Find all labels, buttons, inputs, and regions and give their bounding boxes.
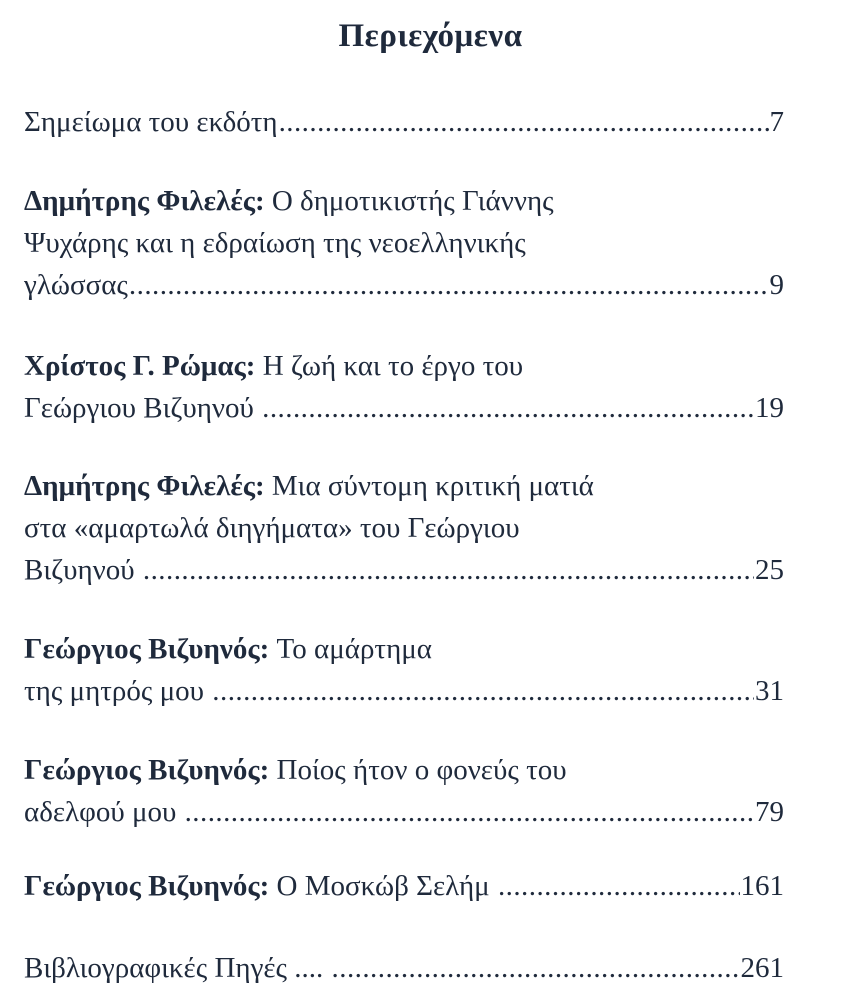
entry-title: Μια σύντομη κριτική ματιά (271, 470, 594, 502)
dot-leader (279, 101, 769, 143)
entry-title: Ποίος ήτον ο φονεύς του (276, 754, 567, 786)
toc-entry-vizyinos-life[interactable] (24, 345, 784, 429)
toc-line (24, 749, 784, 791)
dot-leader (498, 865, 740, 907)
toc-entry-critical-look[interactable] (24, 465, 784, 591)
entry-author: Δημήτρης Φιλελές: (24, 185, 265, 217)
page-number: 161 (740, 870, 784, 902)
page-number: 19 (755, 392, 784, 424)
toc-line (24, 507, 784, 549)
toc-line (24, 465, 784, 507)
page-number: 261 (740, 952, 784, 984)
entry-title: Ο δημοτικιστής Γιάννης (271, 185, 554, 217)
dot-leader (143, 549, 754, 591)
toc-line (24, 345, 784, 387)
entry-title: Το αμάρτημα (276, 633, 432, 665)
toc-line (24, 387, 784, 429)
entry-title-cont: Γεώργιου Βιζυηνού (24, 392, 254, 424)
dot-leader (262, 387, 754, 429)
toc-line (24, 791, 784, 833)
entry-title-cont: αδελφού μου (24, 796, 177, 828)
page-number: 25 (755, 554, 784, 586)
toc-entry-mothers-sin[interactable] (24, 628, 784, 712)
toc-line (24, 101, 784, 143)
page-title: Περιεχόμενα (338, 18, 523, 54)
toc-entry-bibliography[interactable] (24, 947, 784, 989)
entry-title: Ο Μοσκώβ Σελήμ (276, 870, 490, 902)
toc-line (24, 670, 784, 712)
entry-title: Βιβλιογραφικές Πηγές .... (24, 952, 324, 984)
entry-title-cont: στα «αμαρτωλά διηγήματα» του Γεώργιου (24, 512, 520, 544)
toc-entry-brothers-killer[interactable] (24, 749, 784, 833)
toc-entry-psycharis[interactable] (24, 180, 784, 306)
entry-title-cont: γλώσσας (24, 269, 128, 301)
page-number: 7 (769, 106, 784, 138)
page-number: 79 (755, 796, 784, 828)
toc-entry-editor-note[interactable] (24, 101, 784, 143)
toc-line (24, 222, 784, 264)
entry-author: Γεώργιος Βιζυηνός: (24, 870, 270, 902)
entry-title: Σημείωμα του εκδότη (24, 106, 278, 138)
page-number: 9 (769, 269, 784, 301)
toc-line (24, 947, 784, 989)
dot-leader (212, 670, 754, 712)
toc-line (24, 264, 784, 306)
toc-entry-moskov-selim[interactable] (24, 865, 784, 907)
page-number: 31 (755, 675, 784, 707)
dot-leader (332, 947, 740, 989)
entry-author: Γεώργιος Βιζυηνός: (24, 633, 270, 665)
dot-leader (129, 264, 769, 306)
toc-line (24, 628, 784, 670)
entry-title-cont: Βιζυηνού (24, 554, 135, 586)
toc-line (24, 180, 784, 222)
toc-line (24, 865, 784, 907)
dot-leader (185, 791, 754, 833)
entry-author: Χρίστος Γ. Ρώμας: (24, 350, 256, 382)
entry-author: Δημήτρης Φιλελές: (24, 470, 265, 502)
entry-title-cont: της μητρός μου (24, 675, 205, 707)
entry-title: Η ζωή και το έργο του (262, 350, 524, 382)
entry-author: Γεώργιος Βιζυηνός: (24, 754, 270, 786)
toc-line (24, 549, 784, 591)
entry-title-cont: Ψυχάρης και η εδραίωση της νεοελληνικής (24, 227, 526, 259)
